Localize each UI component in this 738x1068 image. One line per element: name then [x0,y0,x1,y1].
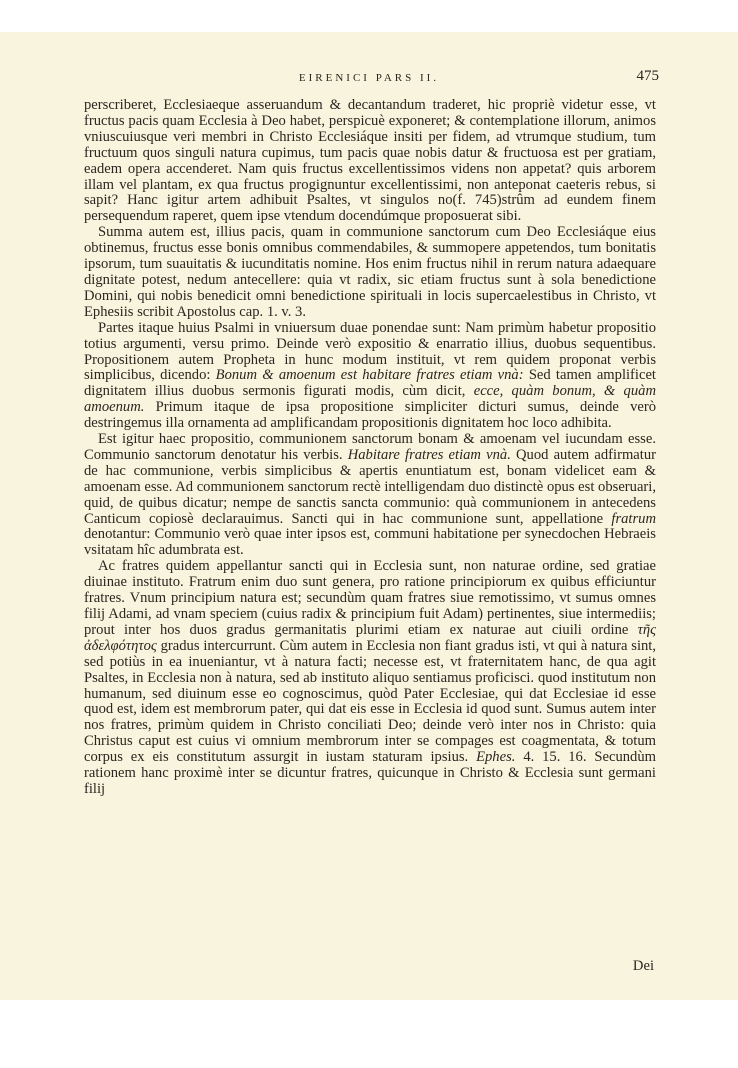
p3-quote-ecce: ecce, quàm bonum, & quàm amoenum. [84,383,656,416]
p4-text-e: denotantur: Communio verò quae inter ipsos est, communi habitatione per synecdochen Hebraeis vsitatam hîc adumbrata est. [84,526,656,559]
p5-citation-ephes: Ephes. [476,749,516,766]
page-number: 475 [636,68,659,84]
paragraph-5 [84,559,656,798]
paragraph-3 [84,321,656,432]
p5-text-c: gradus intercurrunt. Cùm autem in Ecclesia non fiant gradus isti, vt qui à natura sint, sed potiùs in ea inueniantur, vt à natura facti; necesse est, vt fraternitatem hanc, de qua agit Psaltes, in Ecclesia non à natura, sed ab instituto aliquo sentiamus proficisci. quod institutum non humanum, sed diuinum esse eo cognoscimus, quòd Pater Ecclesiae, qui dat Ecclesiae id esse quod est, idem est membrorum pater, qui dat eis esse in Ecclesia id quod sunt. Sumus autem inter nos fratres, primùm quidem in Christo conciliati Deo; deinde verò inter nos in Christo: quia Christus caput est cuius vi omnium membrorum inter se compages est coagmentata, & totum corpus ex eis constitutum assurgit in iustam staturam ipsius. [84,637,656,766]
p3-quote-propositio: Bonum & amoenum est habitare fratres etiam vnà: [215,367,524,384]
body-text [84,98,656,798]
paragraph-2: Summa autem est, illius pacis, quam in communione sanctorum cum Deo Ecclesiáque eius obtinemus, fructus esse bonis omnibus commendabiles, & summopere appetendos, tum bonitatis ipsorum, tum suauitatis & iucunditatis nomine. Hos enim fructus nihil in rerum natura adaequare dignitate potest, nedum antecellere: quia vt radix, sic etiam fructus sunt à sola benedictione Domini, qui nobis benedicit omni benedictione spirituali in locis supercaelestibus in Christo, vt Ephesiis scribit Apostolus cap. 1. v. 3. [84,224,656,320]
running-head: EIRENICI PARS II. [298,72,440,84]
p4-term-fratrum: fratrum [611,510,656,527]
p3-text-a: Partes itaque huius Psalmi in vniuersum duae ponendae sunt: Nam primùm habetur propositio totius argumenti, versu primo. Deinde verò expositio & enarratio illius, duobus sequentibus. Propositionem autem Propheta in hunc modum instituit, vt rem quidem proponat verbis simplicibus, dicendo: [84,319,656,384]
p4-quote-habitare: Habitare fratres etiam vnà. [347,446,511,463]
p4-text-a: Est igitur haec propositio, communionem sanctorum bonam & amoenam vel iucundam esse. Communio sanctorum denotatur his verbis. [84,431,656,463]
paragraph-4 [84,432,656,559]
p3-text-c: Sed tamen amplificet dignitatem illius duobus sermonis figurati modis, cùm dicit, [84,367,656,400]
p5-text-a: Ac fratres quidem appellantur sancti qui in Ecclesia sunt, non naturae ordine, sed gratiae diuinae instituto. Fratrum enim duo sunt genera, pro ratione principiorum ex quibus efficiuntur fratres. Vnum principium natura est; secundùm quam fratres siue remotissimo, vt sumus omnes filij Adami, ad vnam speciem (cuius radix & principium fuit Adam) pertinentes, siue intermediis; prout inter hos duos gradus germanitatis plurimi etiam ex naturae aut ciuili ordine [84,558,656,638]
p5-text-e: 4. 15. 16. Secundùm rationem hanc proximè inter se dicuntur fratres, quicunque in Christo & Ecclesia sunt germani filij [84,749,656,797]
p3-text-e: Primum itaque de ipsa propositione simpliciter dicturi sumus, deinde verò destringemus illa ornamenta ad amplificandam propositionis dignitatem hoc loco adhibita. [84,399,657,432]
paragraph-1: perscriberet, Ecclesiaeque asseruandum & decantandum traderet, hic propriè videtur esse, vt fructus pacis quam Ecclesia à Deo habet, perspicuè exponeret; & contemplatione illorum, animos vniuscuiusque veri membri in Christo Ecclesiáque insiti per fidem, ad vtrumque studium, tum fructuum quos singuli natura cupimus, tum pacis quae nobis datur & fructuosa est per gratiam, eadem opera accenderet. Nam quis fructus excellentissimos videns non appetat? quis arborem illam vel plantam, ex qua fructus progignuntur excellentissimi, non anteponat caeteris rebus, si sapit? Hanc igitur artem adhibuit Psaltes, vt singulos no(f. 745)strûm ad eundem finem persequendum raperet, quem ipse vtendum docendúmque proposuerat sibi. [84,97,656,225]
catchword: Dei [632,958,654,974]
p5-greek-term: τῆς ἀδελφότητος [84,621,656,654]
page-header [0,68,738,88]
p4-text-c: Quod autem adfirmatur de hac communione, verbis simplicibus & apertis enuntiatum est, bonam videlicet eam & amoenam esse. Ad communionem sanctorum rectè intelligendam duo distinctè opus est obseruari, quid, de quibus dicatur; nempe de sanctis sancta communio: quà communionem in antecedens Canticum copiosè declarauimus. Sancti qui in hac communione sunt, appellatione [84,446,656,527]
